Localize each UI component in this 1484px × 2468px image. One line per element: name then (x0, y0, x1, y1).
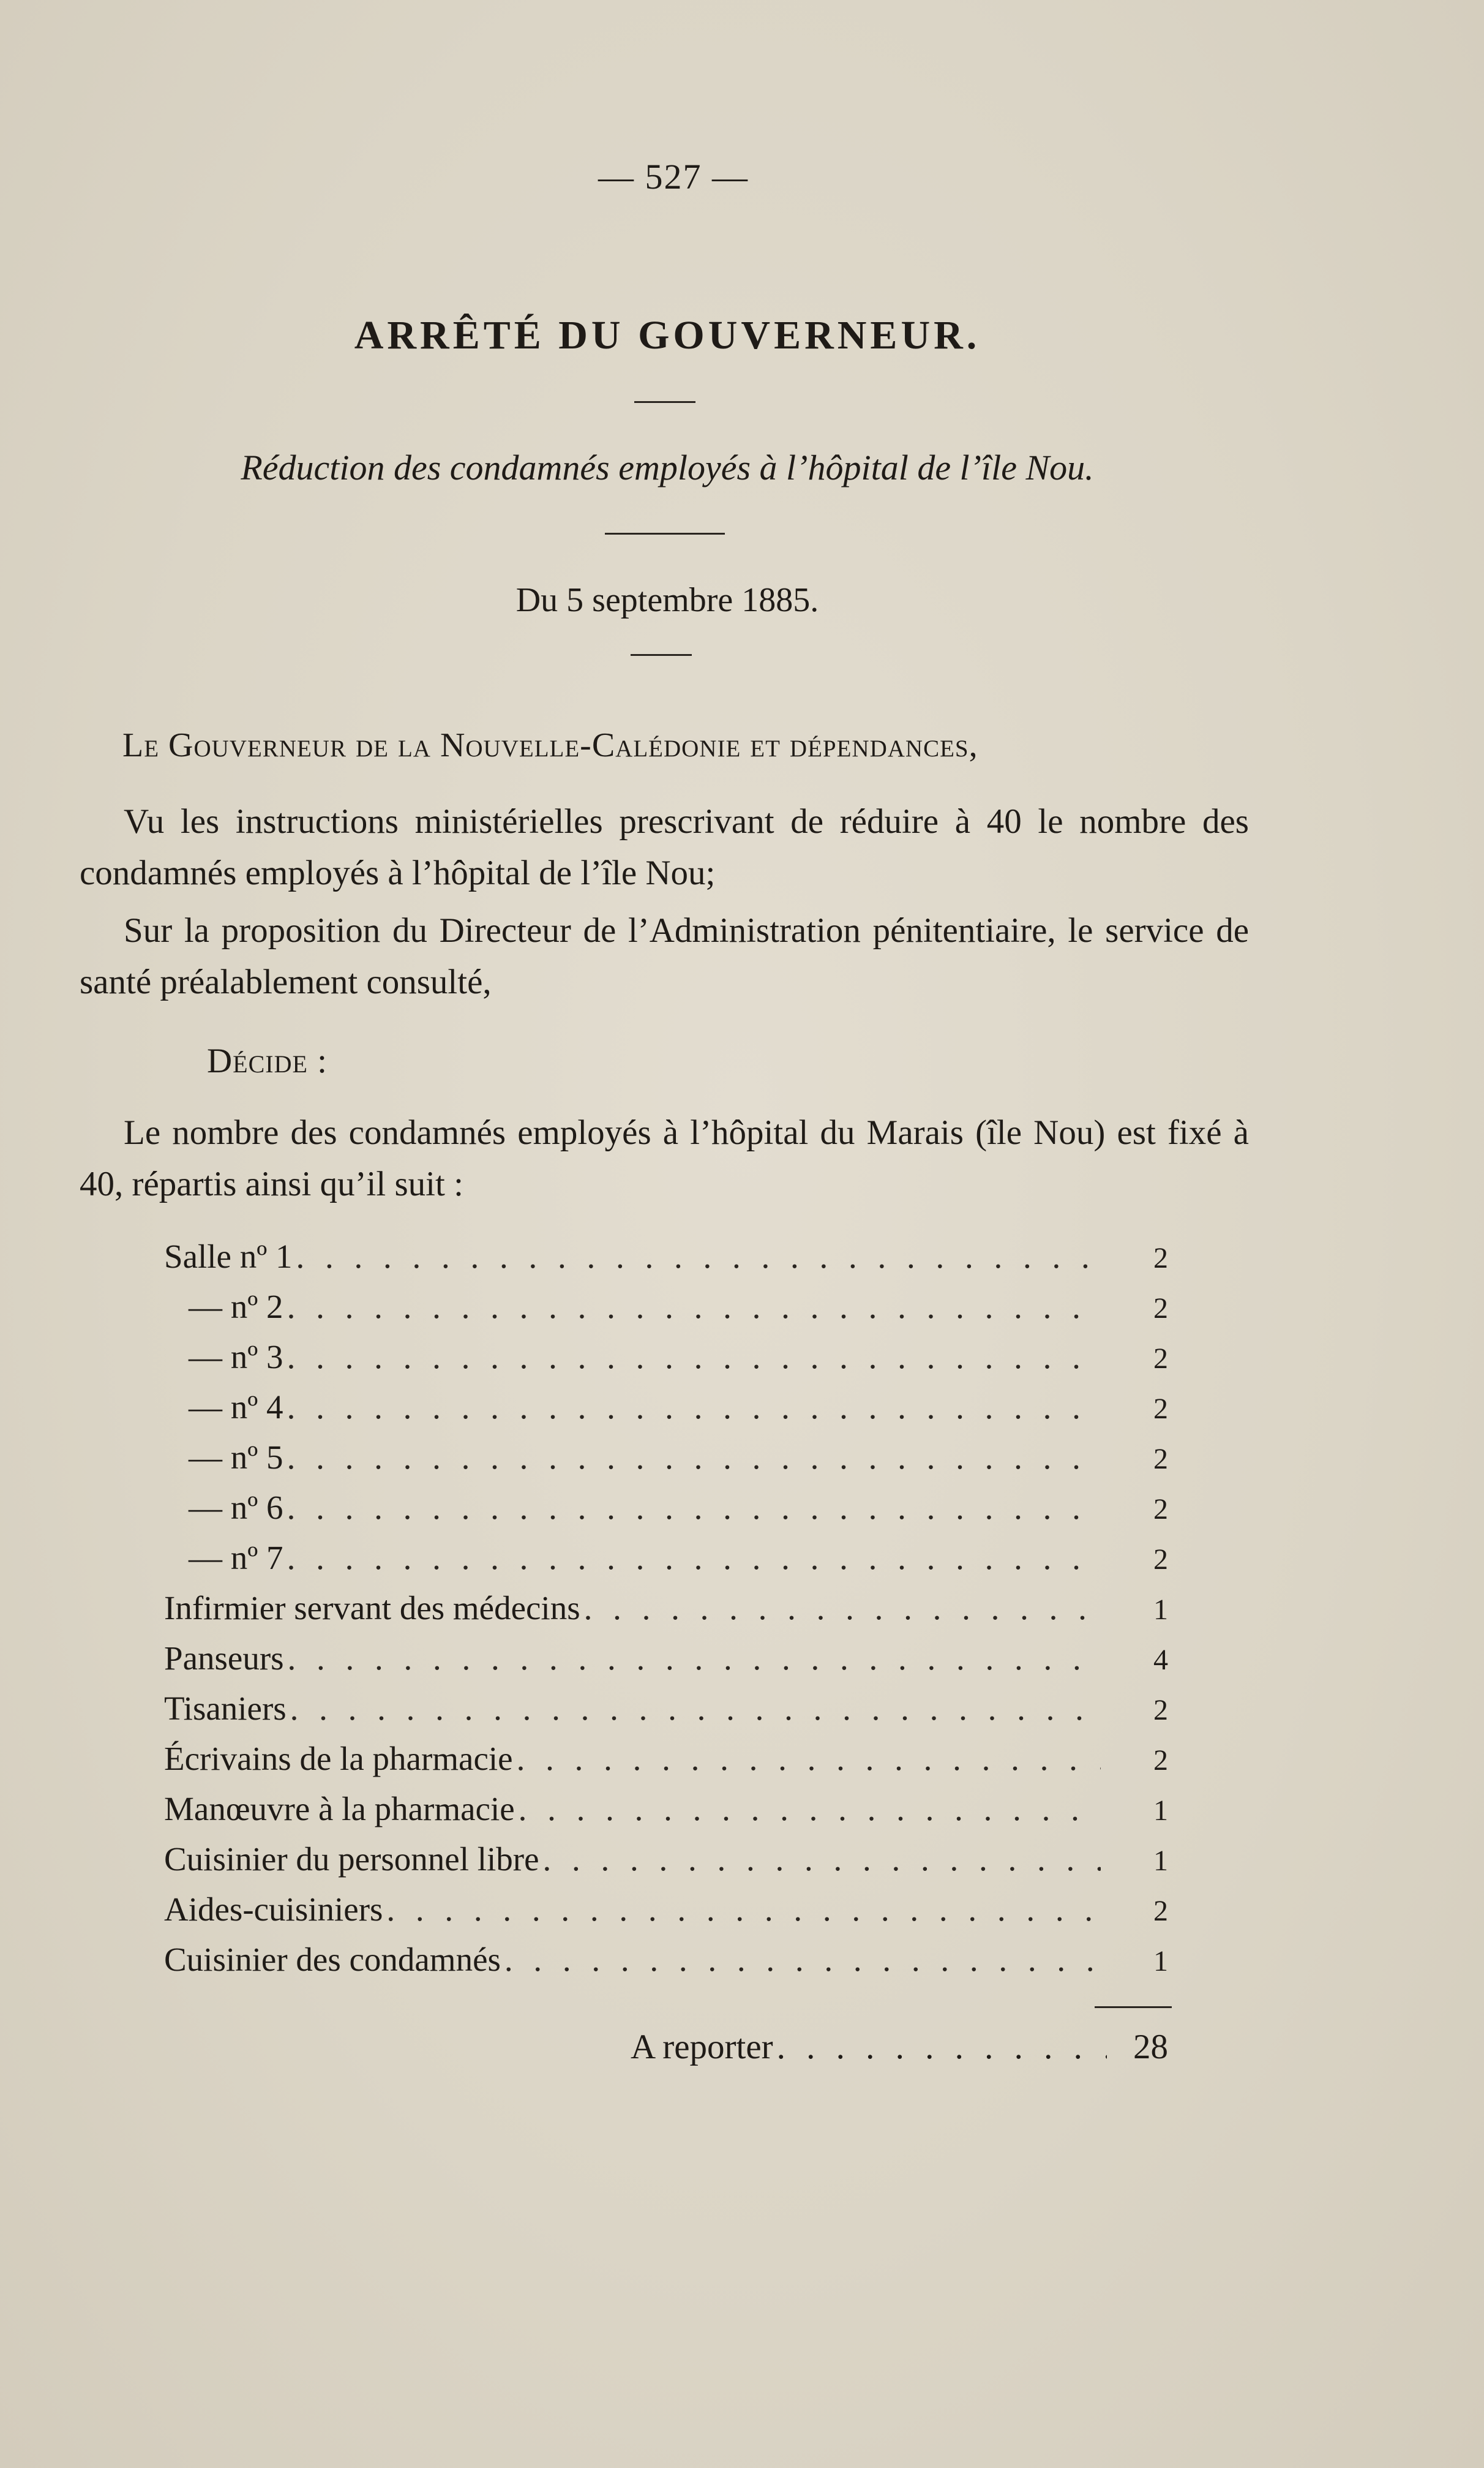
allocation-count: 2 (1153, 1242, 1168, 1274)
allocation-count: 2 (1153, 1393, 1168, 1425)
allocation-label: — nº 7 (189, 1539, 283, 1576)
allocation-label: — nº 5 (189, 1439, 283, 1476)
subtotal-rule (1095, 2006, 1172, 2008)
allocation-count: 1 (1153, 1945, 1168, 1977)
carry-forward-value: 28 (1133, 2028, 1168, 2066)
allocation-count: 2 (1153, 1493, 1168, 1526)
dot-leader (283, 1337, 1101, 1376)
allocation-count: 2 (1153, 1443, 1168, 1475)
page-number: — 527 — (598, 157, 749, 197)
allocation-row (164, 1488, 1168, 1538)
dot-leader (383, 1890, 1101, 1928)
dot-leader (284, 1639, 1101, 1677)
allocation-count: 2 (1153, 1744, 1168, 1777)
allocation-row (164, 1840, 1168, 1890)
dot-leader (287, 1689, 1101, 1728)
allocation-label: Panseurs (164, 1639, 284, 1677)
allocation-row (164, 1639, 1168, 1689)
dot-leader (283, 1538, 1101, 1577)
document-title: ARRÊTÉ DU GOUVERNEUR. (354, 313, 981, 358)
authority-punctuation: , (969, 726, 978, 764)
document-subtitle: Réduction des condamnés employés à l’hôpital de l’île Nou. (241, 448, 1094, 487)
allocation-row (164, 1337, 1168, 1388)
allocation-count: 1 (1153, 1845, 1168, 1877)
dot-leader (773, 2027, 1107, 2067)
allocation-row (164, 1689, 1168, 1739)
allocation-count: 2 (1153, 1694, 1168, 1726)
dot-leader (580, 1589, 1101, 1627)
allocation-row (164, 1739, 1168, 1789)
allocation-label: Manœuvre à la pharmacie (164, 1790, 515, 1827)
allocation-count: 2 (1153, 1292, 1168, 1325)
dot-leader (513, 1739, 1101, 1778)
allocation-row (164, 1388, 1168, 1438)
allocation-label: — nº 3 (189, 1338, 283, 1375)
allocation-list (164, 1237, 1168, 1990)
allocation-count: 1 (1153, 1593, 1168, 1626)
allocation-row (164, 1890, 1168, 1940)
allocation-label: Tisaniers (164, 1690, 287, 1727)
title-divider (634, 401, 695, 403)
allocation-label: Cuisinier des condamnés (164, 1941, 501, 1978)
allocation-row (164, 1940, 1168, 1990)
authority-name: Le Gouverneur de la Nouvelle-Calédonie et dépendances (122, 726, 969, 764)
decide-heading: Décide : (207, 1042, 328, 1080)
allocation-row (164, 1438, 1168, 1488)
allocation-label: Cuisinier du personnel libre (164, 1840, 539, 1878)
dot-leader (539, 1840, 1101, 1878)
issuing-authority (122, 726, 978, 765)
dot-leader (283, 1438, 1101, 1477)
paragraph-vu: Vu les instructions ministérielles prescrivant de réduire à 40 le nombre des condamnés employés à l’hôpital de l’île Nou; (80, 802, 1249, 892)
carry-forward-label: A reporter (631, 2028, 773, 2066)
allocation-count: 1 (1153, 1794, 1168, 1827)
dot-leader (283, 1388, 1101, 1426)
allocation-count: 4 (1153, 1644, 1168, 1676)
carry-forward-total (631, 2027, 1168, 2067)
allocation-label: Aides-cuisiniers (164, 1891, 383, 1928)
dot-leader (515, 1789, 1101, 1828)
document-date: Du 5 septembre 1885. (515, 581, 819, 619)
allocation-label: — nº 4 (189, 1388, 283, 1426)
allocation-row (164, 1287, 1168, 1337)
allocation-label: Salle nº 1 (164, 1238, 293, 1275)
allocation-count: 2 (1153, 1895, 1168, 1927)
allocation-label: Écrivains de la pharmacie (164, 1740, 513, 1777)
dot-leader (283, 1287, 1101, 1326)
date-divider (631, 654, 692, 656)
allocation-label: — nº 6 (189, 1489, 283, 1526)
allocation-row (164, 1589, 1168, 1639)
paragraph-le-nombre: Le nombre des condamnés employés à l’hôpital du Marais (île Nou) est fixé à 40, répartis ainsi qu’il suit : (80, 1113, 1249, 1203)
subtitle-divider (605, 533, 725, 535)
dot-leader (283, 1488, 1101, 1527)
allocation-row (164, 1237, 1168, 1287)
allocation-row (164, 1789, 1168, 1840)
allocation-row (164, 1538, 1168, 1589)
allocation-label: — nº 2 (189, 1288, 283, 1325)
allocation-label: Infirmier servant des médecins (164, 1589, 580, 1627)
paragraph-sur: Sur la proposition du Directeur de l’Administration pénitentiaire, le service de santé préalablement consulté, (80, 911, 1249, 1001)
allocation-count: 2 (1153, 1543, 1168, 1576)
dot-leader (293, 1237, 1101, 1276)
dot-leader (501, 1940, 1101, 1979)
allocation-count: 2 (1153, 1342, 1168, 1375)
